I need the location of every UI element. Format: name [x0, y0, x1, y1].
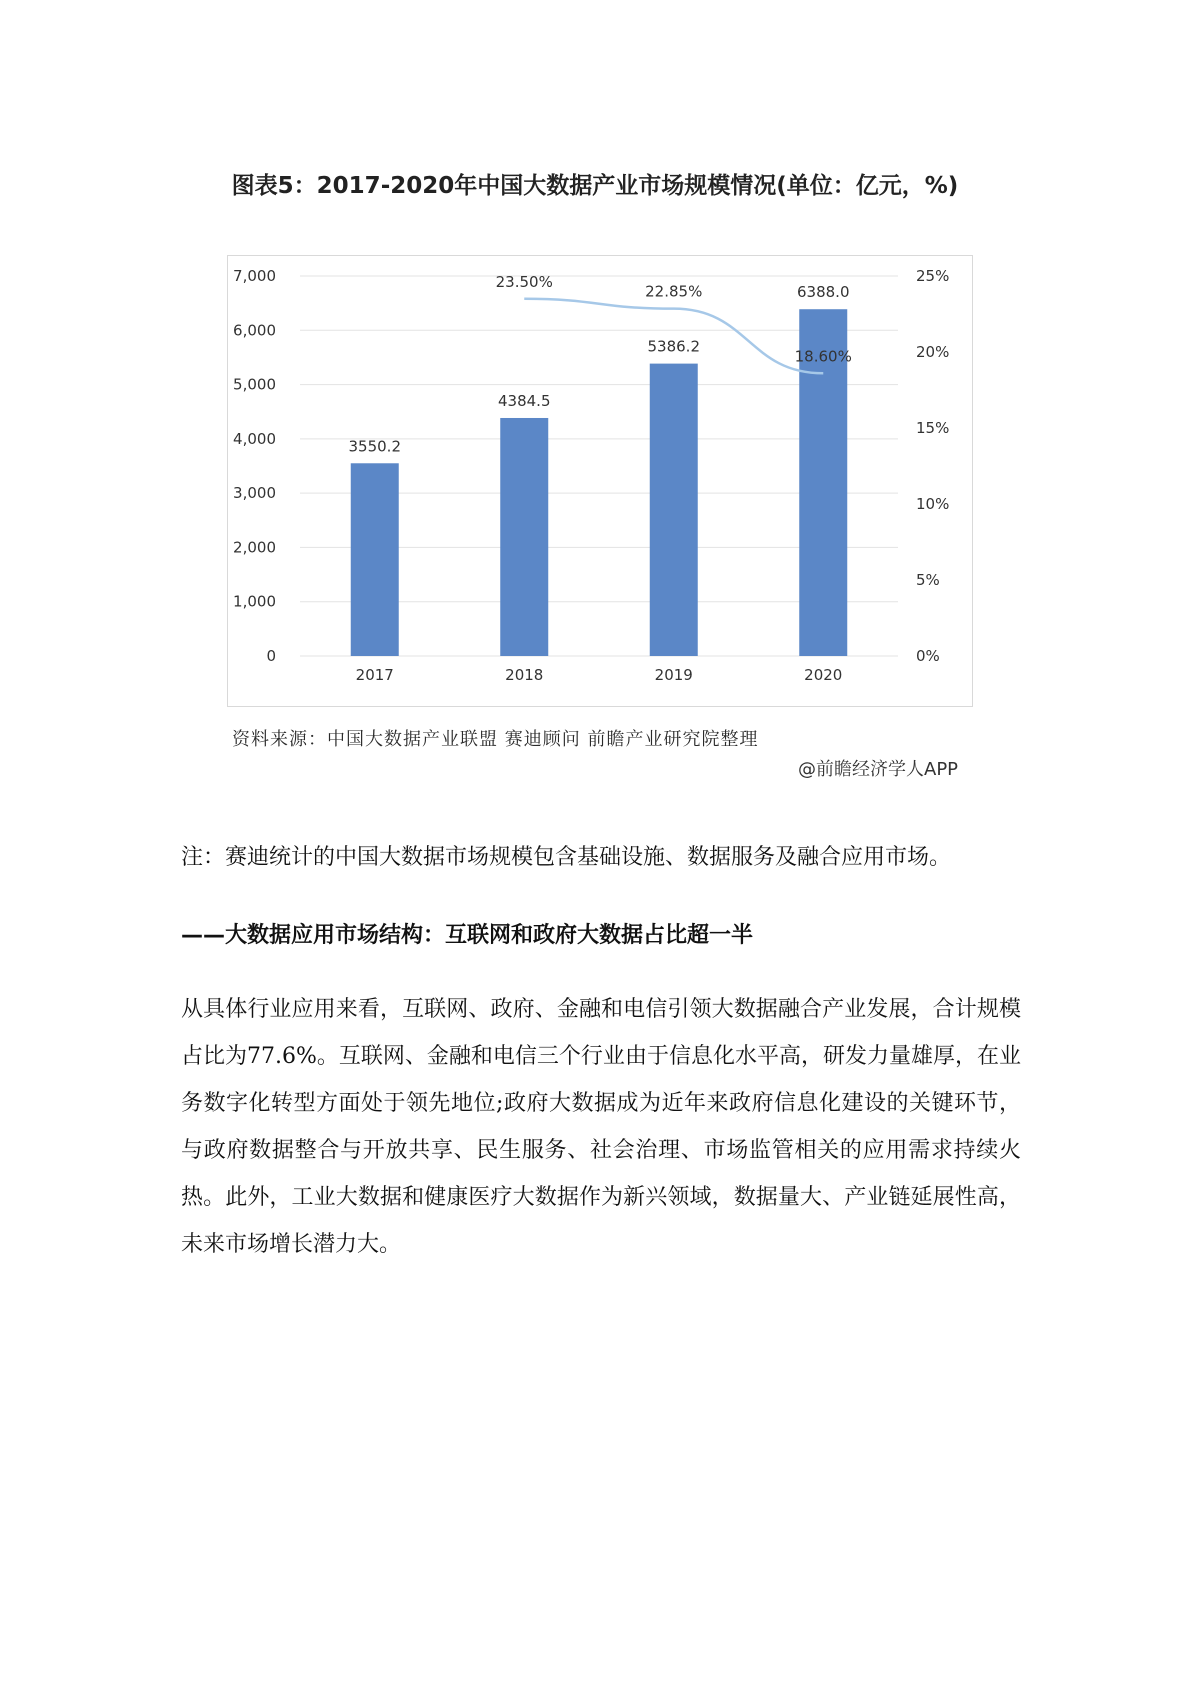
y-right-tick-label: 15%: [916, 419, 950, 437]
y-left-tick-label: 2,000: [233, 538, 276, 557]
bar-value-label: 3550.2: [348, 437, 401, 456]
growth-value-label: 23.50%: [495, 272, 553, 291]
bar-value-label: 6388.0: [797, 283, 850, 302]
growth-value-label: 22.85%: [645, 282, 703, 301]
note-text: 注：赛迪统计的中国大数据市场规模包含基础设施、数据服务及融合应用市场。: [181, 845, 952, 870]
growth-line: [524, 299, 823, 373]
bar: [500, 418, 548, 656]
y-left-tick-label: 6,000: [233, 321, 276, 340]
y-left-tick-label: 0: [266, 647, 276, 665]
figure-title: 图表5：2017-2020年中国大数据产业市场规模情况(单位：亿元，%): [231, 173, 959, 199]
bar: [650, 364, 698, 656]
bar-value-label: 4384.5: [498, 391, 551, 410]
x-tick-label: 2019: [654, 666, 693, 684]
bar: [351, 463, 399, 656]
y-right-tick-label: 0%: [916, 647, 940, 665]
section-heading: ——大数据应用市场结构：互联网和政府大数据占比超一半: [181, 923, 754, 948]
y-left-tick-label: 5,000: [233, 375, 276, 394]
y-left-tick-label: 7,000: [233, 267, 276, 285]
x-tick-label: 2018: [505, 666, 544, 684]
chart-frame: [227, 255, 973, 707]
y-right-tick-label: 10%: [916, 495, 950, 513]
y-left-tick-label: 1,000: [233, 592, 276, 611]
figure-source: 资料来源：中国大数据产业联盟 赛迪顾问 前瞻产业研究院整理: [232, 729, 759, 750]
y-right-tick-label: 5%: [916, 571, 940, 589]
market-size-chart: [228, 256, 972, 706]
x-tick-label: 2020: [804, 666, 843, 684]
x-tick-label: 2017: [355, 666, 394, 684]
y-left-tick-label: 4,000: [233, 429, 276, 448]
bar-value-label: 5386.2: [647, 337, 700, 356]
y-right-tick-label: 25%: [916, 267, 950, 285]
body-paragraph: 从具体行业应用来看，互联网、政府、金融和电信引领大数据融合产业发展，合计规模占比为77.6%。互联网、金融和电信三个行业由于信息化水平高，研发力量雄厚，在业务数字化转型方面处于领先地位;政府大数据成为近年来政府信息化建设的关键环节，与政府数据整合与开放共享、民生服务、社会治理、市场监管相关的应用需求持续火热。此外，工业大数据和健康医疗大数据作为新兴领域，数据量大、产业链延展性高，未来市场增长潜力大。: [181, 997, 1021, 1257]
growth-value-label: 18.60%: [794, 347, 852, 366]
y-right-tick-label: 20%: [916, 343, 950, 361]
y-left-tick-label: 3,000: [233, 484, 276, 503]
figure-credit: @前瞻经济学人APP: [798, 759, 959, 780]
